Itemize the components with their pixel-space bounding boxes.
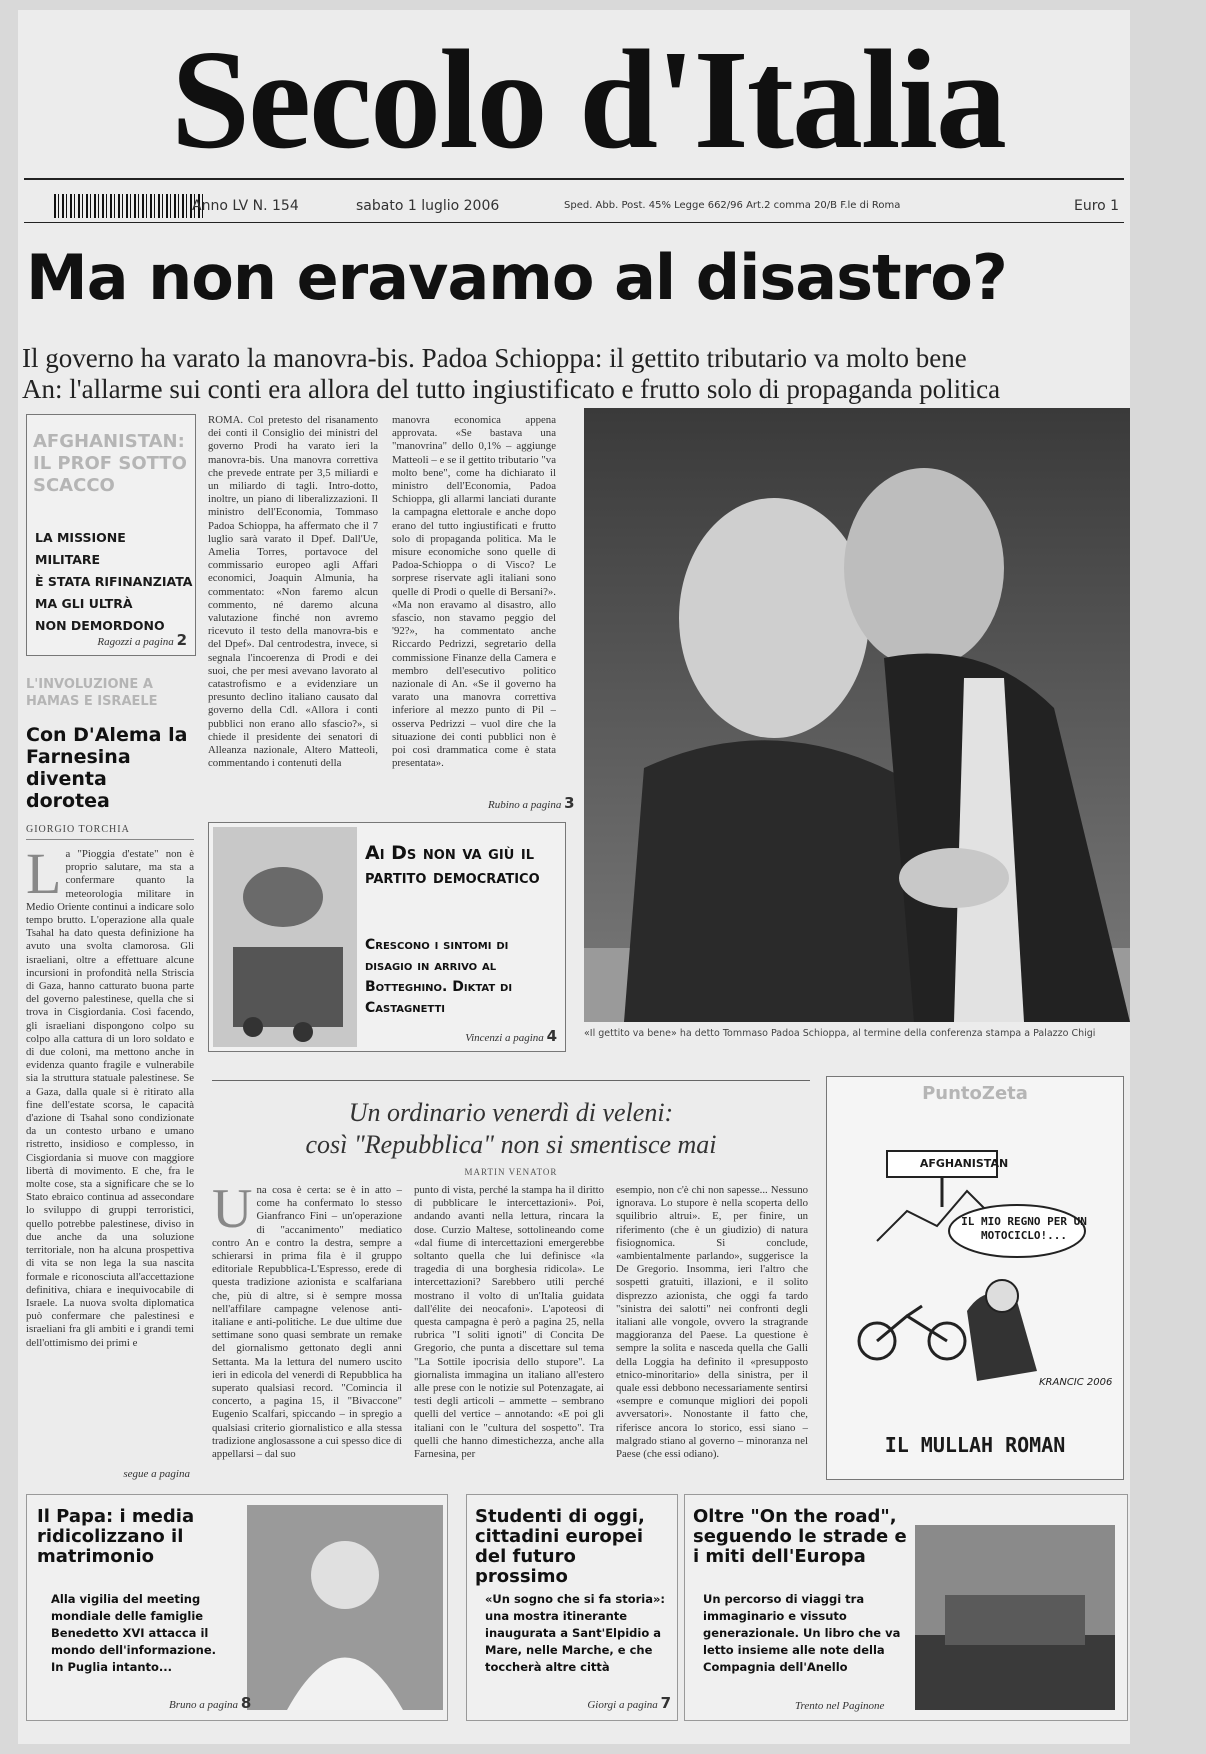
lead-photo-caption: «Il gettito va bene» ha detto Tommaso Padoa Schioppa, al termine della conferenza stampa a Palazzo Chigi: [584, 1028, 1096, 1039]
cartoon-sign: AFGHANISTAN: [919, 1157, 1009, 1170]
papa-photo: [247, 1505, 443, 1710]
afghanistan-line: È STATA RIFINANZIATA: [35, 574, 193, 589]
cartoon-box: [826, 1076, 1124, 1480]
ref-page: 2: [176, 631, 187, 649]
cartoon-signature: KRANCIC 2006: [1039, 1377, 1113, 1388]
papa-summary: Alla vigilia del meeting mondiale delle famiglie Benedetto XVI attacca il mondo dell'informazione. In Puglia intanto...: [51, 1592, 216, 1674]
veleni-dropcap: U: [212, 1184, 253, 1240]
veleni-column-1-text: na cosa è certa: se è in atto – come ha confermato lo stesso Gianfranco Fini – un'operazione di "accanimento" mediatico contro An e contro la destra, sempre a schierarsi in prima fila è il gruppo editoriale Repubblica-L'Espresso, erede di questa tradizione azionista e scalfariana che, più di altre, si è sempre mossa nell'affilare campagne velenose anti-italiane e anti-politiche. Le due ultime due settimane sono quasi sembrate un remake del giornalismo gettonato degli anni Settanta. Ma la lettura del numero uscito ieri in edicola del venerdì di Repubblica ha superato qualsiasi record. "Comincia il concerto, a pagina 15, il "Bivaccone" Eugenio Scalfari, spiccando – in spregio a qualsiasi criterio giornalistico e alla stessa tradizione anglosassone a cui spesso dice di appellarsi – dal suo: [212, 1184, 402, 1461]
afghanistan-kicker: AFGHANISTAN: IL PROF SOTTO SCACCO: [33, 431, 187, 496]
ref-page: 7: [660, 1694, 671, 1712]
masthead-title: Secolo d'Italia: [171, 20, 1005, 178]
papa-teaser[interactable]: [26, 1494, 448, 1721]
ds-summary: Crescono i sintomi di disagio in arrivo al Botteghino. Diktat di Castagnetti: [365, 937, 513, 1016]
lead-page-ref[interactable]: [488, 794, 575, 812]
price: Euro 1: [1074, 198, 1120, 214]
ref-text: Giorgi a pagina: [587, 1699, 658, 1711]
subhead-line-1: Il governo ha varato la manovra-bis. Padoa Schioppa: il gettito tributario va molto bene: [22, 343, 967, 373]
road-title: Oltre "On the road", seguendo le strade e i miti dell'Europa: [693, 1506, 907, 1567]
road-photo-graphic: [915, 1525, 1115, 1710]
papa-photo-graphic: [247, 1505, 443, 1710]
dalema-byline: GIORGIO TORCHIA: [26, 824, 194, 840]
veleni-column-2-text: punto di vista, perché la stampa ha il diritto di pubblicare le intercettazioni». Poi, andando avanti nella lettura, rincara la dose. Curzio Maltese, sottolineando come «dal fiume di intercettazioni emergerebbe soltanto quella che lui definisce «la tragedia di una borghesia ridicola». Le intercettazioni? Sarebbero utili perché mostrano il volto di un'Italia guidata dall'élite dei neocafoni». L'apoteosi di questa campagna è però a pagina 25, nella rubrica "I soliti ignoti" di Concita De Gregorio, che punta a discettare sul tema "La Sottile ipocrisia dello stupore". La giornalista immagina un italiano all'estero alle prese con le notizie sul Potenzagate, ai testi degli articoli – ammette – sembrano quelli del vertice – annotando: «E poi gli italiani con le "cultura del sospetto". Tra quelli che hanno dimestichezza, anche alla Farnesina, per: [414, 1184, 604, 1461]
ref-page: 3: [564, 794, 575, 812]
ref-text: Bruno a pagina: [169, 1699, 239, 1711]
studenti-teaser[interactable]: [466, 1494, 678, 1721]
road-page-ref[interactable]: Trento nel Paginone: [795, 1700, 885, 1712]
dalema-kicker: L'INVOLUZIONE A HAMAS E ISRAELE: [26, 677, 158, 709]
issue-date: sabato 1 luglio 2006: [356, 198, 500, 214]
ds-photo: [213, 827, 357, 1047]
studenti-summary: «Un sogno che si fa storia»: una mostra itinerante inaugurata a Sant'Elpidio a Mare, nelle Marche, e che toccherà altre città: [485, 1592, 666, 1674]
infobar-rule: [24, 222, 1124, 223]
ds-title: Ai Ds non va giù il partito democratico: [365, 842, 540, 888]
lead-column-2-text: manovra economica appena approvata. «Se bastava una "manovrina" dello 0,1% – aggiunge Matteoli – e se il gettito tributario "va molto bene", come ha dichiarato il ministro dell'Economia, Padoa Schioppa, gli allarmi lanciati durante la campagna elettorale e anche dopo erano del tutto ingiustificati e frutto solo di propaganda politica. Ma le misure economiche sono quelle di Padoa-Schioppa o di Visco? Le sorprese riservate agli italiani sono quelle di Prodi o quelle di Bersani?». «Ma non eravamo al disastro, allo sfascio, non stavamo peggio del '92?», ha commentato anche Riccardo Pedrizzi, segretario della commissione Finanze della Camera e membro dell'esecutivo politico nazionale di An. «Se il governo ha varato una manovra correttiva inferiore al mezzo punto di Pil – osserva Pedrizzi – vuol dire che la situazione dei conti pubblici non è poi così drammatica come è stata presentata».: [392, 414, 556, 770]
ds-box: [208, 822, 566, 1052]
ref-page: 4: [546, 1027, 557, 1045]
afghanistan-summary: [35, 527, 195, 637]
veleni-title-1: Un ordinario venerdì di veleni:: [348, 1098, 674, 1127]
studenti-page-ref[interactable]: [587, 1694, 671, 1712]
dalema-article: [26, 676, 194, 1484]
dalema-page-ref[interactable]: segue a pagina: [123, 1468, 190, 1480]
dalema-body: [26, 848, 194, 1468]
subhead-line-2: An: l'allarme sui conti era allora del tutto ingiustificato e frutto solo di propaganda politica: [22, 374, 1001, 404]
info-bar: [24, 190, 1124, 220]
afghanistan-box: [26, 414, 196, 656]
barcode: [54, 194, 204, 218]
studenti-title: Studenti di oggi, cittadini europei del futuro prossimo: [475, 1506, 645, 1587]
lead-column-1-text: ROMA. Col pretesto del risanamento dei conti il Consiglio dei ministri del governo Prodi ha varato ieri la manovra-bis. Una manovra correttiva che prevede entrate per 3,5 miliardi e un miliardo di tagli. Intro-dotto, inoltre, un piano di liberalizzazioni. Il ministro dell'Economia, Tommaso Padoa Schioppa, ha affermato che il 7 luglio sarà varato il Dpef. Dall'Ue, Amelia Torres, portavoce del commissario europeo agli Affari economici, Joaquin Almunia, ha commentato: «Non faremo alcun commento, né daremo alcuna valutazione finché non avremo ricevuto il testo della manovra-bis e del Dpef». Dal centrodestra, invece, si segnala l'incoerenza di Prodi e dei suoi, che per mesi avevano lavorato al catastrofismo e a evidenziare un presunto declino italiano causato dal governo della Cdl. «Allora i conti pubblici non erano allo sfascio?», si chiede il presidente dei senatori di Alleanza nazionale, Altero Matteoli, commentando i contenuti della: [208, 414, 378, 770]
cartoon-bubble: IL MIO REGNO PER UN MOTOCICLO!...: [961, 1215, 1087, 1242]
main-headline: Ma non eravamo al disastro?: [26, 241, 1007, 314]
veleni-top-rule: [212, 1080, 810, 1081]
lead-column-1: [208, 414, 378, 800]
cartoon-header: PuntoZeta: [922, 1083, 1028, 1104]
cartoon-caption: IL MULLAH ROMAN: [884, 1433, 1066, 1457]
ref-page: 8: [240, 1694, 252, 1712]
afghanistan-line: MA GLI ULTRÀ: [35, 596, 133, 611]
afghanistan-line: LA MISSIONE MILITARE: [35, 530, 126, 567]
lead-column-2: [392, 414, 556, 790]
postal-info: Sped. Abb. Post. 45% Legge 662/96 Art.2 comma 20/B F.le di Roma: [564, 200, 901, 211]
ref-text: Vincenzi a pagina: [465, 1032, 544, 1044]
afghanistan-page-ref[interactable]: [97, 631, 187, 649]
dalema-dropcap: L: [26, 848, 62, 906]
dalema-title: Con D'Alema la Farnesina diventa dorotea: [26, 724, 188, 812]
veleni-column-3-text: esempio, non c'è chi non sapesse... Nessuno ignorava. Lo stupore è nella scoperta dello squilibrio altrui». E, per finire, un riferimento (che è un giudizio) di natura fisiognomica. Si conclude, «ambientalmente parlando», suggerisce la De Gregorio. Insomma, ieri l'altro che sospetti gratuiti, illazioni, e il solito disprezzo azionista, che oggi fa tardo "sinistra dei salotti" nei confronti degli italiani alle vongole, ovvero la stragrande maggioranza del Paese. La questione è sempre la solita e nasceda quella che Galli della Loggia ha definito il «presupposto etnico-minoritario» della sinistra, per il quale essi debbono necessariamente sentirsi «sempre e comunque migliori dei popoli avversatori». Nonostante il fatto che, riferisce ancora lo storico, essi siano – malgrado stiano al governo – minoranza nel Paese (che essi odiano).: [616, 1184, 808, 1461]
newspaper-front-page: [18, 10, 1130, 1744]
lead-photo: [584, 408, 1130, 1022]
veleni-column-1: [212, 1184, 402, 1480]
afghanistan-line: NON DEMORDONO: [35, 618, 165, 633]
veleni-column-3: [616, 1184, 808, 1480]
veleni-column-2: [414, 1184, 604, 1480]
papa-page-ref[interactable]: [169, 1694, 251, 1712]
veleni-byline: MARTIN VENATOR: [464, 1167, 558, 1177]
road-teaser[interactable]: [684, 1494, 1128, 1721]
veleni-article: [212, 1080, 810, 1177]
road-summary: Un percorso di viaggi tra immaginario e vissuto generazionale. Un libro che va letto insieme alle note della Compagnia dell'Anello: [703, 1592, 901, 1674]
road-photo: [915, 1525, 1115, 1710]
lead-photo-graphic: [584, 408, 1130, 1022]
issue-number: Anno LV N. 154: [192, 198, 299, 214]
ref-text: Rubino a pagina: [488, 799, 562, 811]
dalema-body-text: a "Pioggia d'estate" non è proprio salutare, ma sta a confermare quanto la meteorologia militare in Medio Oriente continui a indicare solo tempo brutto. L'operazione alla quale Tsahal ha dato questa definizione ha avuto una svolta clamorosa. Gli israeliani, oltre a effettuare alcune incursioni in profondità nella Striscia di Gaza, hanno catturato buona parte del governo palestinese, quella che si trova in Cisgiordania. Così facendo, gli israeliani dispongono colpo su colpo alla cattura di un loro soldato e di due coloni, ma mettono anche in evidenza quanto fragile e vulnerabile sia la struttura statuale palestinese. Se a Gaza, dalla quale si è ritirato alla fine dell'estate scorsa, le capacità d'azione di Tsahal sono condizionate da un contesto urbano e umano ristretto, insidioso e complesso, in Cisgiordania si muove con maggiore libertà di movimento. E che, fra le molte cose, sta a significare che se lo Stato ebraico continua ad assecondare lo sviluppo di gruppi terroristici, quello potrebbe palestinese, diviso in due anche da una soluzione territoriale, non ha alcuna prospettiva di vita se non lega la sua nascita formale e riconosciuta all'accettazione definitiva, chiara e inequivocabile di Israele. La nuova svolta diplomatica può confermare che palestinesi e israeliani fra gli ambiti e i grandi temi dell'ottimismo dei primi e: [26, 848, 194, 1349]
ref-text: Ragozzi a pagina: [97, 636, 174, 648]
veleni-title-2: così "Repubblica" non si smentisce mai: [305, 1130, 717, 1159]
masthead-rule: [24, 178, 1124, 180]
ds-photo-graphic: [213, 827, 357, 1047]
papa-title: Il Papa: i media ridicolizzano il matrimonio: [37, 1506, 195, 1567]
ds-page-ref[interactable]: [465, 1027, 557, 1045]
